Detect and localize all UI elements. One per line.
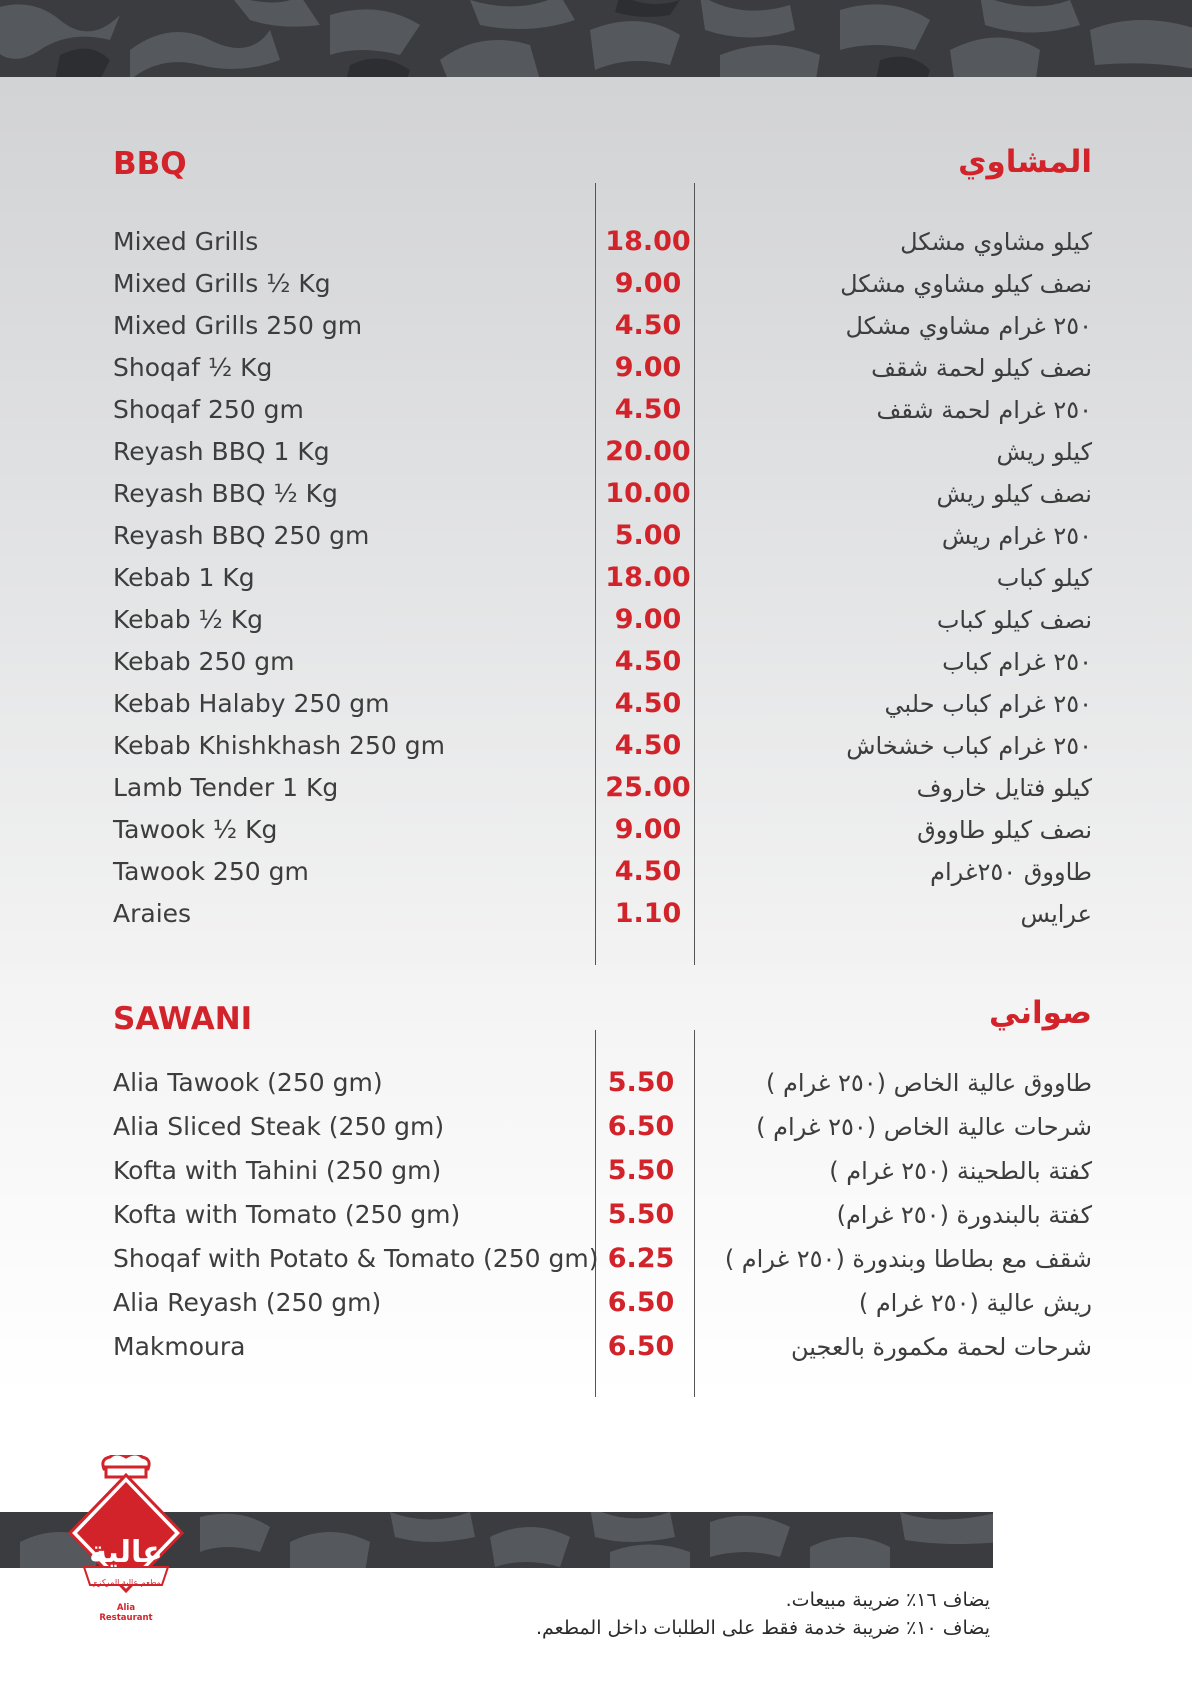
item-price: 10.00 <box>605 478 691 509</box>
item-price: 9.00 <box>614 268 682 299</box>
item-name-en: Tawook ½ Kg <box>113 815 278 844</box>
item-name-ar: كفتة بالطحينة (٢٥٠ غرام ) <box>829 1157 1092 1185</box>
menu-row <box>0 557 1192 599</box>
item-name-ar: كفتة بالبندورة (٢٥٠ غرام) <box>836 1201 1092 1229</box>
item-name-en: Reyash BBQ 1 Kg <box>113 437 330 466</box>
logo-name-ar: عالية <box>89 1535 163 1570</box>
logo-name-en-line2: Restaurant <box>99 1613 153 1623</box>
item-price: 5.00 <box>614 520 682 551</box>
item-name-ar: عرايس <box>1020 900 1092 928</box>
top-pattern-band <box>0 0 1192 77</box>
item-name-ar: كيلو فتايل خاروف <box>916 774 1092 802</box>
menu-row <box>0 1062 1192 1104</box>
menu-row <box>0 1282 1192 1324</box>
item-price: 9.00 <box>614 604 682 635</box>
item-price: 9.00 <box>614 352 682 383</box>
item-name-en: Alia Reyash (250 gm) <box>113 1288 382 1317</box>
item-price: 4.50 <box>614 394 682 425</box>
item-name-ar: شقف مع بطاطا وبندورة (٢٥٠ غرام ) <box>724 1245 1092 1273</box>
item-name-en: Shoqaf with Potato & Tomato (250 gm) <box>113 1244 599 1273</box>
menu-row <box>0 851 1192 893</box>
item-name-ar: طاووق ٢٥٠غرام <box>930 858 1092 886</box>
item-name-ar: شرحات لحمة مكمورة بالعجين <box>791 1333 1092 1361</box>
item-name-ar: ٢٥٠ غرام ريش <box>941 522 1092 550</box>
item-name-ar: طاووق عالية الخاص (٢٥٠ غرام ) <box>766 1069 1092 1097</box>
item-price: 5.50 <box>607 1155 675 1186</box>
item-price: 25.00 <box>605 772 691 803</box>
item-price: 1.10 <box>614 898 682 929</box>
item-name-en: Kebab ½ Kg <box>113 605 263 634</box>
menu-row <box>0 1194 1192 1236</box>
item-name-ar: كيلو ريش <box>996 438 1092 466</box>
item-name-ar: كيلو كباب <box>996 564 1092 592</box>
item-name-en: Shoqaf 250 gm <box>113 395 304 424</box>
item-name-en: Kebab Halaby 250 gm <box>113 689 390 718</box>
menu-row <box>0 725 1192 767</box>
bbq-title-en: BBQ <box>113 146 187 182</box>
menu-row <box>0 767 1192 809</box>
menu-row <box>0 431 1192 473</box>
item-price: 4.50 <box>614 730 682 761</box>
item-name-en: Makmoura <box>113 1332 246 1361</box>
item-price: 9.00 <box>614 814 682 845</box>
menu-row <box>0 599 1192 641</box>
menu-row <box>0 305 1192 347</box>
item-name-ar: ريش عالية (٢٥٠ غرام ) <box>858 1289 1092 1317</box>
item-name-ar: ٢٥٠ غرام كباب حلبي <box>884 690 1092 718</box>
item-name-ar: ٢٥٠ غرام مشاوي مشكل <box>845 312 1092 340</box>
item-name-ar: ٢٥٠ غرام كباب <box>942 648 1092 676</box>
item-name-ar: نصف كيلو مشاوي مشكل <box>840 270 1092 298</box>
menu-row <box>0 221 1192 263</box>
item-name-ar: نصف كيلو ريش <box>936 480 1092 508</box>
item-price: 5.50 <box>607 1067 675 1098</box>
item-price: 4.50 <box>614 688 682 719</box>
item-name-ar: نصف كيلو لحمة شقف <box>871 354 1092 382</box>
menu-row <box>0 473 1192 515</box>
menu-row <box>0 1150 1192 1192</box>
item-name-en: Reyash BBQ 250 gm <box>113 521 370 550</box>
menu-row <box>0 263 1192 305</box>
item-price: 4.50 <box>614 646 682 677</box>
item-price: 6.25 <box>607 1243 675 1274</box>
menu-row <box>0 1326 1192 1368</box>
item-name-en: Mixed Grills ½ Kg <box>113 269 331 298</box>
logo-name-en-line1: Alia <box>116 1603 136 1613</box>
item-price: 5.50 <box>607 1199 675 1230</box>
item-price: 4.50 <box>614 310 682 341</box>
menu-row <box>0 347 1192 389</box>
item-name-ar: نصف كيلو كباب <box>936 606 1092 634</box>
item-price: 6.50 <box>607 1331 675 1362</box>
item-price: 6.50 <box>607 1111 675 1142</box>
item-name-ar: ٢٥٠ غرام كباب خشخاش <box>846 732 1092 760</box>
item-name-en: Kofta with Tomato (250 gm) <box>113 1200 461 1229</box>
item-name-ar: ٢٥٠ غرام لحمة شقف <box>876 396 1092 424</box>
item-name-en: Kebab Khishkhash 250 gm <box>113 731 445 760</box>
menu-row <box>0 1238 1192 1280</box>
menu-row <box>0 893 1192 935</box>
item-price: 18.00 <box>605 226 691 257</box>
menu-row <box>0 515 1192 557</box>
sawani-title-en: SAWANI <box>113 1001 253 1037</box>
item-name-en: Araies <box>113 899 192 928</box>
item-name-en: Alia Tawook (250 gm) <box>113 1068 383 1097</box>
bbq-title-ar: المشاوي <box>958 144 1092 180</box>
item-name-en: Alia Sliced Steak (250 gm) <box>113 1112 445 1141</box>
item-name-en: Kofta with Tahini (250 gm) <box>113 1156 442 1185</box>
item-name-en: Reyash BBQ ½ Kg <box>113 479 338 508</box>
service-charge-note: يضاف ١٠٪ ضريبة خدمة فقط على الطلبات داخل المطعم. <box>535 1617 990 1639</box>
item-name-en: Shoqaf ½ Kg <box>113 353 273 382</box>
item-price: 18.00 <box>605 562 691 593</box>
sawani-title-ar: صواني <box>988 995 1092 1031</box>
item-name-ar: شرحات عالية الخاص (٢٥٠ غرام ) <box>756 1113 1092 1141</box>
item-name-en: Lamb Tender 1 Kg <box>113 773 339 802</box>
item-name-en: Kebab 1 Kg <box>113 563 255 592</box>
item-price: 4.50 <box>614 856 682 887</box>
menu-row <box>0 1106 1192 1148</box>
menu-row <box>0 641 1192 683</box>
item-name-en: Mixed Grills 250 gm <box>113 311 363 340</box>
item-name-ar: كيلو مشاوي مشكل <box>900 228 1092 256</box>
item-price: 6.50 <box>607 1287 675 1318</box>
menu-row <box>0 389 1192 431</box>
alia-logo <box>64 1455 188 1630</box>
menu-row <box>0 809 1192 851</box>
tax-note: يضاف ١٦٪ ضريبة مبيعات. <box>785 1589 990 1611</box>
item-name-en: Tawook 250 gm <box>113 857 309 886</box>
item-name-en: Kebab 250 gm <box>113 647 295 676</box>
item-name-ar: نصف كيلو طاووق <box>917 816 1092 844</box>
logo-subtitle-ar: مطعم عالية المركزي <box>91 1578 161 1587</box>
menu-row <box>0 683 1192 725</box>
logo-name-en <box>64 1603 188 1623</box>
item-price: 20.00 <box>605 436 691 467</box>
item-name-en: Mixed Grills <box>113 227 259 256</box>
